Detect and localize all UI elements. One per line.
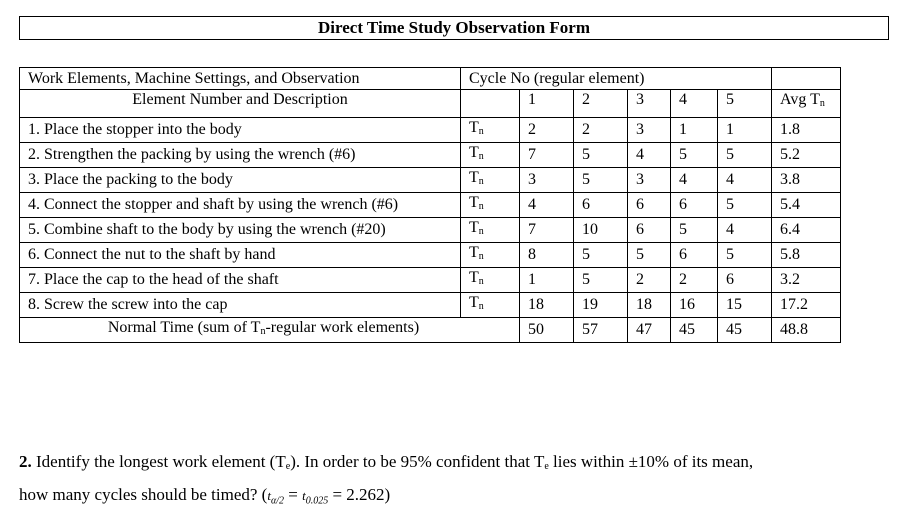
t-0-025: $t_{0.025}$: [302, 488, 329, 507]
cycle-value: 6: [718, 268, 772, 293]
cycle-value: 5: [718, 143, 772, 168]
cycle-value: 1: [520, 268, 574, 293]
cycle-value: 2: [628, 268, 671, 293]
cycle-value: 5: [718, 243, 772, 268]
avg-value: 1.8: [772, 118, 841, 143]
cycle-value: 5: [574, 268, 628, 293]
cycle-value: 5: [671, 143, 718, 168]
question-line-2: how many cycles should be timed? $(t_{\alpha/2} = t_{0.025} = 2.262)$: [19, 485, 391, 507]
cycle-value: 18: [628, 293, 671, 318]
table-row: [20, 293, 841, 318]
question-number: 2.: [19, 452, 32, 471]
element-description: 1. Place the stopper into the body: [20, 118, 461, 143]
tn-label: $T_n$: [461, 243, 520, 268]
cycle-value: 6: [628, 193, 671, 218]
avg-value: 5.2: [772, 143, 841, 168]
table-row: [20, 118, 841, 143]
table-row: [20, 168, 841, 193]
cycle-value: 3: [628, 118, 671, 143]
cycle-value: 5: [718, 193, 772, 218]
cycle-value: 15: [718, 293, 772, 318]
element-description: 5. Combine shaft to the body by using the wrench (#20): [20, 218, 461, 243]
normal-time-label: Normal Time (sum of $T_n$-regular work elements): [20, 318, 520, 343]
header-cycle-1: 1: [520, 90, 574, 118]
cycle-value: 5: [574, 168, 628, 193]
cycle-value: 19: [574, 293, 628, 318]
element-description: 2. Strengthen the packing by using the wrench (#6): [20, 143, 461, 168]
tn-label: $T_n$: [461, 293, 520, 318]
observation-table: [19, 67, 841, 343]
table-row: [20, 193, 841, 218]
header-blank: [772, 68, 841, 90]
avg-value: 5.8: [772, 243, 841, 268]
table-row: [20, 243, 841, 268]
cycle-value: 18: [520, 293, 574, 318]
cycle-value: 4: [671, 168, 718, 193]
cycle-value: 16: [671, 293, 718, 318]
avg-value: 3.8: [772, 168, 841, 193]
tn-label: $T_n$: [461, 193, 520, 218]
cycle-value: 4: [718, 168, 772, 193]
cycle-value: 5: [628, 243, 671, 268]
question-2: [19, 448, 889, 516]
cycle-value: 6: [671, 243, 718, 268]
header-cycle-2: 2: [574, 90, 628, 118]
header-cycle-5: 5: [718, 90, 772, 118]
form-title: Direct Time Study Observation Form: [19, 16, 889, 40]
cycle-value: 2: [520, 118, 574, 143]
avg-value: 5.4: [772, 193, 841, 218]
header-row-2: [20, 90, 841, 118]
avg-value: 17.2: [772, 293, 841, 318]
header-cycle-3: 3: [628, 90, 671, 118]
cycle-value: 6: [671, 193, 718, 218]
tn-label: $T_n$: [461, 168, 520, 193]
question-line-1: 2. Identify the longest work element $(T_e)$. In order to be 95% confident that $T_e$ lies within ±10% of its mean,: [19, 452, 754, 472]
header-t-blank: [461, 90, 520, 118]
avg-value: 3.2: [772, 268, 841, 293]
element-description: 3. Place the packing to the body: [20, 168, 461, 193]
table-row: [20, 143, 841, 168]
cycle-value: 1: [671, 118, 718, 143]
avg-value: 6.4: [772, 218, 841, 243]
element-description: 7. Place the cap to the head of the shaft: [20, 268, 461, 293]
total-row: [20, 318, 841, 343]
table-row: [20, 268, 841, 293]
element-description: 4. Connect the stopper and shaft by using the wrench (#6): [20, 193, 461, 218]
header-work-elements: Work Elements, Machine Settings, and Observation: [20, 68, 461, 90]
header-cycle-4: 4: [671, 90, 718, 118]
cycle-value: 10: [574, 218, 628, 243]
tn-label: $T_n$: [461, 118, 520, 143]
total-value: 45: [671, 318, 718, 343]
cycle-value: 6: [574, 193, 628, 218]
total-value: 57: [574, 318, 628, 343]
total-avg-value: 48.8: [772, 318, 841, 343]
header-avg-tn: Avg $T_n$: [772, 90, 841, 118]
element-description: 8. Screw the screw into the cap: [20, 293, 461, 318]
cycle-value: 8: [520, 243, 574, 268]
cycle-value: 2: [574, 118, 628, 143]
cycle-value: 3: [520, 168, 574, 193]
element-description: 6. Connect the nut to the shaft by hand: [20, 243, 461, 268]
cycle-value: 5: [671, 218, 718, 243]
cycle-value: 2: [671, 268, 718, 293]
cycle-value: 6: [628, 218, 671, 243]
total-value: 47: [628, 318, 671, 343]
tn-label: $T_n$: [461, 218, 520, 243]
cycle-value: 5: [574, 243, 628, 268]
table-row: [20, 218, 841, 243]
cycle-value: 3: [628, 168, 671, 193]
tn-label: $T_n$: [461, 143, 520, 168]
tn-label: $T_n$: [461, 268, 520, 293]
cycle-value: 4: [718, 218, 772, 243]
cycle-value: 1: [718, 118, 772, 143]
header-element-description: Element Number and Description: [20, 90, 461, 118]
cycle-value: 4: [520, 193, 574, 218]
total-value: 50: [520, 318, 574, 343]
t-alpha-2: $t_{\alpha/2}$: [267, 488, 284, 507]
header-cycle-no: Cycle No (regular element): [461, 68, 772, 90]
cycle-value: 7: [520, 143, 574, 168]
cycle-value: 4: [628, 143, 671, 168]
cycle-value: 7: [520, 218, 574, 243]
total-value: 45: [718, 318, 772, 343]
header-row-1: [20, 68, 841, 90]
cycle-value: 5: [574, 143, 628, 168]
